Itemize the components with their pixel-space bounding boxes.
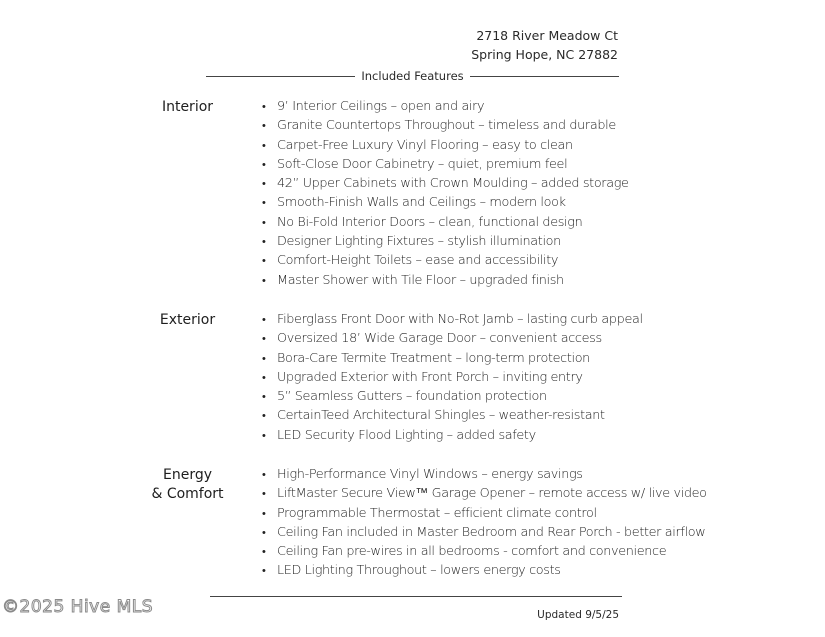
feature-item [262, 561, 707, 580]
bottom-divider [210, 596, 622, 597]
section-label-interior [140, 98, 235, 117]
feature-item [262, 271, 629, 290]
bullet-icon: • [262, 215, 266, 229]
interior-feature-list [262, 97, 629, 290]
bullet-icon: • [262, 351, 266, 365]
section-label-text-2: & Comfort [151, 486, 224, 502]
bullet-icon: • [262, 100, 266, 113]
property-address [471, 26, 618, 64]
feature-text: Oversized 18’ Wide Garage Door – convenient access [277, 331, 602, 347]
bullet-icon: • [262, 428, 266, 442]
bullet-icon: • [262, 409, 266, 423]
feature-text: LED Lighting Throughout – lowers energy costs [277, 563, 561, 579]
bullet-icon: • [262, 525, 266, 539]
feature-text: Soft-Close Door Cabinetry – quiet, premium feel [277, 156, 568, 172]
feature-item [262, 387, 643, 406]
section-label-text: Interior [161, 99, 214, 115]
feature-item [262, 523, 707, 542]
feature-text: High-Performance Vinyl Windows – energy savings [277, 467, 583, 482]
bullet-icon: • [262, 468, 266, 481]
bullet-icon: • [262, 545, 266, 559]
feature-text: Carpet-Free Luxury Vinyl Flooring – easy to clean [277, 137, 573, 153]
feature-item [262, 116, 629, 135]
mls-watermark: ©2025 Hive MLS [2, 597, 154, 617]
bullet-icon: • [262, 177, 266, 191]
features-title: Included Features [361, 69, 464, 83]
bullet-icon: • [262, 390, 266, 404]
feature-item [262, 251, 629, 270]
feature-item [262, 310, 643, 329]
section-label-text: Energy [162, 467, 212, 483]
feature-text: Master Shower with Tile Floor – upgraded finish [277, 272, 564, 288]
exterior-feature-list [262, 310, 643, 445]
bullet-icon: • [262, 487, 266, 501]
section-label-energy-comfort [140, 466, 235, 504]
bullet-icon: • [262, 196, 266, 210]
feature-text: Programmable Thermostat – efficient climate control [277, 505, 597, 521]
feature-item [262, 174, 629, 193]
bullet-icon: • [262, 138, 266, 152]
bullet-icon: • [262, 370, 266, 384]
header-rule-left [206, 76, 355, 77]
bullet-icon: • [262, 157, 266, 171]
bullet-icon: • [262, 235, 266, 249]
section-label-exterior [140, 311, 235, 330]
feature-item [262, 426, 643, 445]
feature-text: CertainTeed Architectural Shingles – weather-resistant [277, 408, 605, 424]
feature-text: Fiberglass Front Door with No-Rot Jamb – lasting curb appeal [277, 312, 643, 327]
feature-text: Ceiling Fan pre-wires in all bedrooms - comfort and convenience [277, 544, 667, 560]
energy-comfort-feature-list [262, 465, 707, 581]
feature-item [262, 406, 643, 425]
feature-text: Smooth-Finish Walls and Ceilings – modern look [277, 195, 566, 211]
updated-date: Updated 9/5/25 [537, 609, 619, 621]
feature-text: 42” Upper Cabinets with Crown Moulding – added storage [277, 176, 629, 192]
feature-item [262, 155, 629, 174]
address-line-2: Spring Hope, NC 27882 [471, 47, 618, 62]
feature-item [262, 136, 629, 155]
bullet-icon: • [262, 564, 266, 578]
feature-item [262, 542, 707, 561]
feature-text: No Bi-Fold Interior Doors – clean, functional design [277, 214, 583, 230]
feature-text: 9’ Interior Ceilings – open and airy [277, 99, 485, 114]
feature-item [262, 329, 643, 348]
feature-text: Designer Lighting Fixtures – stylish illumination [277, 234, 561, 250]
feature-text: Upgraded Exterior with Front Porch – inviting entry [277, 369, 583, 385]
section-label-text: Exterior [159, 312, 216, 328]
feature-item [262, 97, 629, 116]
feature-item [262, 465, 707, 484]
bullet-icon: • [262, 313, 266, 326]
feature-text: Bora-Care Termite Treatment – long-term protection [277, 350, 590, 366]
feature-text: Ceiling Fan included in Master Bedroom and Rear Porch - better airflow [277, 524, 706, 540]
feature-item [262, 232, 629, 251]
feature-item [262, 213, 629, 232]
bullet-icon: • [262, 273, 266, 287]
bullet-icon: • [262, 506, 266, 520]
bullet-icon: • [262, 254, 266, 268]
bullet-icon: • [262, 332, 266, 346]
bullet-icon: • [262, 119, 266, 133]
features-header [206, 68, 619, 84]
feature-text: 5” Seamless Gutters – foundation protection [277, 389, 547, 405]
feature-item [262, 349, 643, 368]
feature-item [262, 368, 643, 387]
feature-item [262, 504, 707, 523]
feature-item [262, 193, 629, 212]
feature-item [262, 484, 707, 503]
feature-text: Granite Countertops Throughout – timeless and durable [277, 118, 616, 134]
feature-text: LED Security Flood Lighting – added safety [277, 427, 536, 443]
address-line-1: 2718 River Meadow Ct [476, 28, 618, 43]
header-rule-right [470, 76, 619, 77]
feature-text: Comfort-Height Toilets – ease and accessibility [277, 253, 559, 269]
feature-text: LiftMaster Secure View™ Garage Opener – remote access w/ live video [277, 486, 707, 502]
